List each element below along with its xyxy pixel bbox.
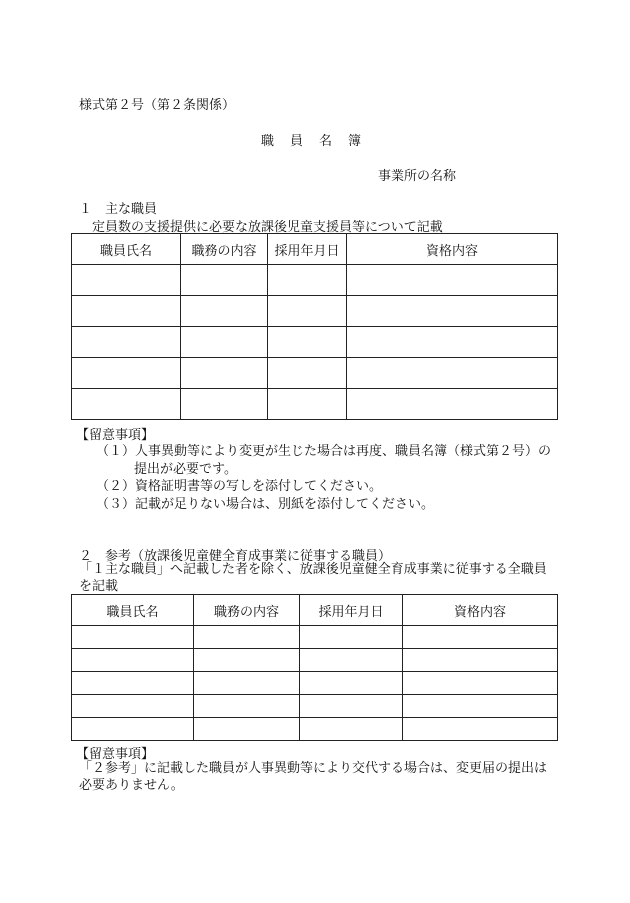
table-row bbox=[72, 265, 558, 296]
cell-hire-date[interactable] bbox=[268, 265, 347, 296]
cell-name[interactable] bbox=[72, 626, 194, 649]
cell-hire-date[interactable] bbox=[268, 296, 347, 327]
table-row bbox=[72, 327, 558, 358]
column-header-duties: 職務の内容 bbox=[194, 595, 300, 626]
cell-name[interactable] bbox=[72, 389, 181, 420]
cell-qualification[interactable] bbox=[347, 358, 558, 389]
table-row bbox=[72, 672, 558, 695]
cell-qualification[interactable] bbox=[403, 626, 558, 649]
cell-name[interactable] bbox=[72, 358, 181, 389]
cell-duties[interactable] bbox=[194, 718, 300, 741]
cell-qualification[interactable] bbox=[347, 265, 558, 296]
office-name-label: 事業所の名称 bbox=[378, 169, 457, 184]
section2-heading: ２ 参考（放課後児童健全育成事業に従事する職員） bbox=[79, 549, 392, 564]
note-number: （１） bbox=[96, 444, 136, 459]
note-text: 人事異動等により変更が生じた場合は再度、職員名簿（様式第２号）の bbox=[135, 444, 552, 459]
cell-duties[interactable] bbox=[194, 695, 300, 718]
cell-name[interactable] bbox=[72, 695, 194, 718]
note-number: （２） bbox=[96, 479, 136, 494]
note-item-1 bbox=[96, 440, 551, 459]
cell-hire-date[interactable] bbox=[300, 672, 403, 695]
cell-qualification[interactable] bbox=[403, 649, 558, 672]
note-item-1-continuation: 提出が必要です。 bbox=[134, 462, 237, 477]
cell-duties[interactable] bbox=[181, 358, 268, 389]
table-row bbox=[72, 626, 558, 649]
note-number: （３） bbox=[96, 497, 136, 512]
main-staff-table bbox=[71, 233, 558, 420]
cell-name[interactable] bbox=[72, 718, 194, 741]
cell-qualification[interactable] bbox=[347, 389, 558, 420]
cell-qualification[interactable] bbox=[347, 296, 558, 327]
section1-heading: １ 主な職員 bbox=[79, 202, 158, 217]
section2-description: 「１主な職員」へ記載した者を除く、放課後児童健全育成事業に従事する全職員を記載 bbox=[79, 562, 547, 594]
table-row bbox=[72, 695, 558, 718]
cell-qualification[interactable] bbox=[347, 327, 558, 358]
table-header-row bbox=[72, 234, 558, 265]
column-header-name: 職員氏名 bbox=[72, 234, 181, 265]
table-row bbox=[72, 389, 558, 420]
table-row bbox=[72, 649, 558, 672]
cell-name[interactable] bbox=[72, 265, 181, 296]
cell-duties[interactable] bbox=[181, 389, 268, 420]
table-row bbox=[72, 358, 558, 389]
reference-staff-table bbox=[71, 594, 558, 741]
cell-hire-date[interactable] bbox=[300, 695, 403, 718]
column-header-qualification: 資格内容 bbox=[403, 595, 558, 626]
cell-hire-date[interactable] bbox=[268, 327, 347, 358]
section2-notes-title: 【留意事項】 bbox=[76, 747, 155, 762]
table-header-row bbox=[72, 595, 558, 626]
cell-qualification[interactable] bbox=[403, 672, 558, 695]
note-item-3 bbox=[96, 493, 434, 512]
column-header-name: 職員氏名 bbox=[72, 595, 194, 626]
cell-duties[interactable] bbox=[181, 296, 268, 327]
section2-notes-text: 「２参考」に記載した職員が人事異動等により交代する場合は、変更届の提出は必要ありません。 bbox=[79, 761, 548, 793]
cell-hire-date[interactable] bbox=[300, 718, 403, 741]
column-header-duties: 職務の内容 bbox=[181, 234, 268, 265]
cell-duties[interactable] bbox=[181, 327, 268, 358]
section1-description: 定員数の支援提供に必要な放課後児童支援員等について記載 bbox=[92, 220, 443, 235]
section1-notes-title: 【留意事項】 bbox=[76, 428, 155, 443]
table-row bbox=[72, 296, 558, 327]
cell-hire-date[interactable] bbox=[300, 626, 403, 649]
note-text: 記載が足りない場合は、別紙を添付してください。 bbox=[135, 497, 435, 512]
cell-duties[interactable] bbox=[194, 649, 300, 672]
cell-name[interactable] bbox=[72, 649, 194, 672]
document-title: 職員名簿 bbox=[260, 134, 377, 149]
note-text: 資格証明書等の写しを添付してください。 bbox=[135, 479, 383, 494]
cell-duties[interactable] bbox=[194, 626, 300, 649]
cell-qualification[interactable] bbox=[403, 695, 558, 718]
column-header-hire-date: 採用年月日 bbox=[300, 595, 403, 626]
cell-hire-date[interactable] bbox=[300, 649, 403, 672]
table-row bbox=[72, 718, 558, 741]
cell-name[interactable] bbox=[72, 672, 194, 695]
column-header-hire-date: 採用年月日 bbox=[268, 234, 347, 265]
cell-name[interactable] bbox=[72, 327, 181, 358]
cell-name[interactable] bbox=[72, 296, 181, 327]
cell-qualification[interactable] bbox=[403, 718, 558, 741]
cell-duties[interactable] bbox=[194, 672, 300, 695]
cell-duties[interactable] bbox=[181, 265, 268, 296]
note-item-2 bbox=[96, 475, 382, 494]
cell-hire-date[interactable] bbox=[268, 389, 347, 420]
column-header-qualification: 資格内容 bbox=[347, 234, 558, 265]
cell-hire-date[interactable] bbox=[268, 358, 347, 389]
form-number: 様式第２号（第２条関係） bbox=[79, 98, 236, 113]
